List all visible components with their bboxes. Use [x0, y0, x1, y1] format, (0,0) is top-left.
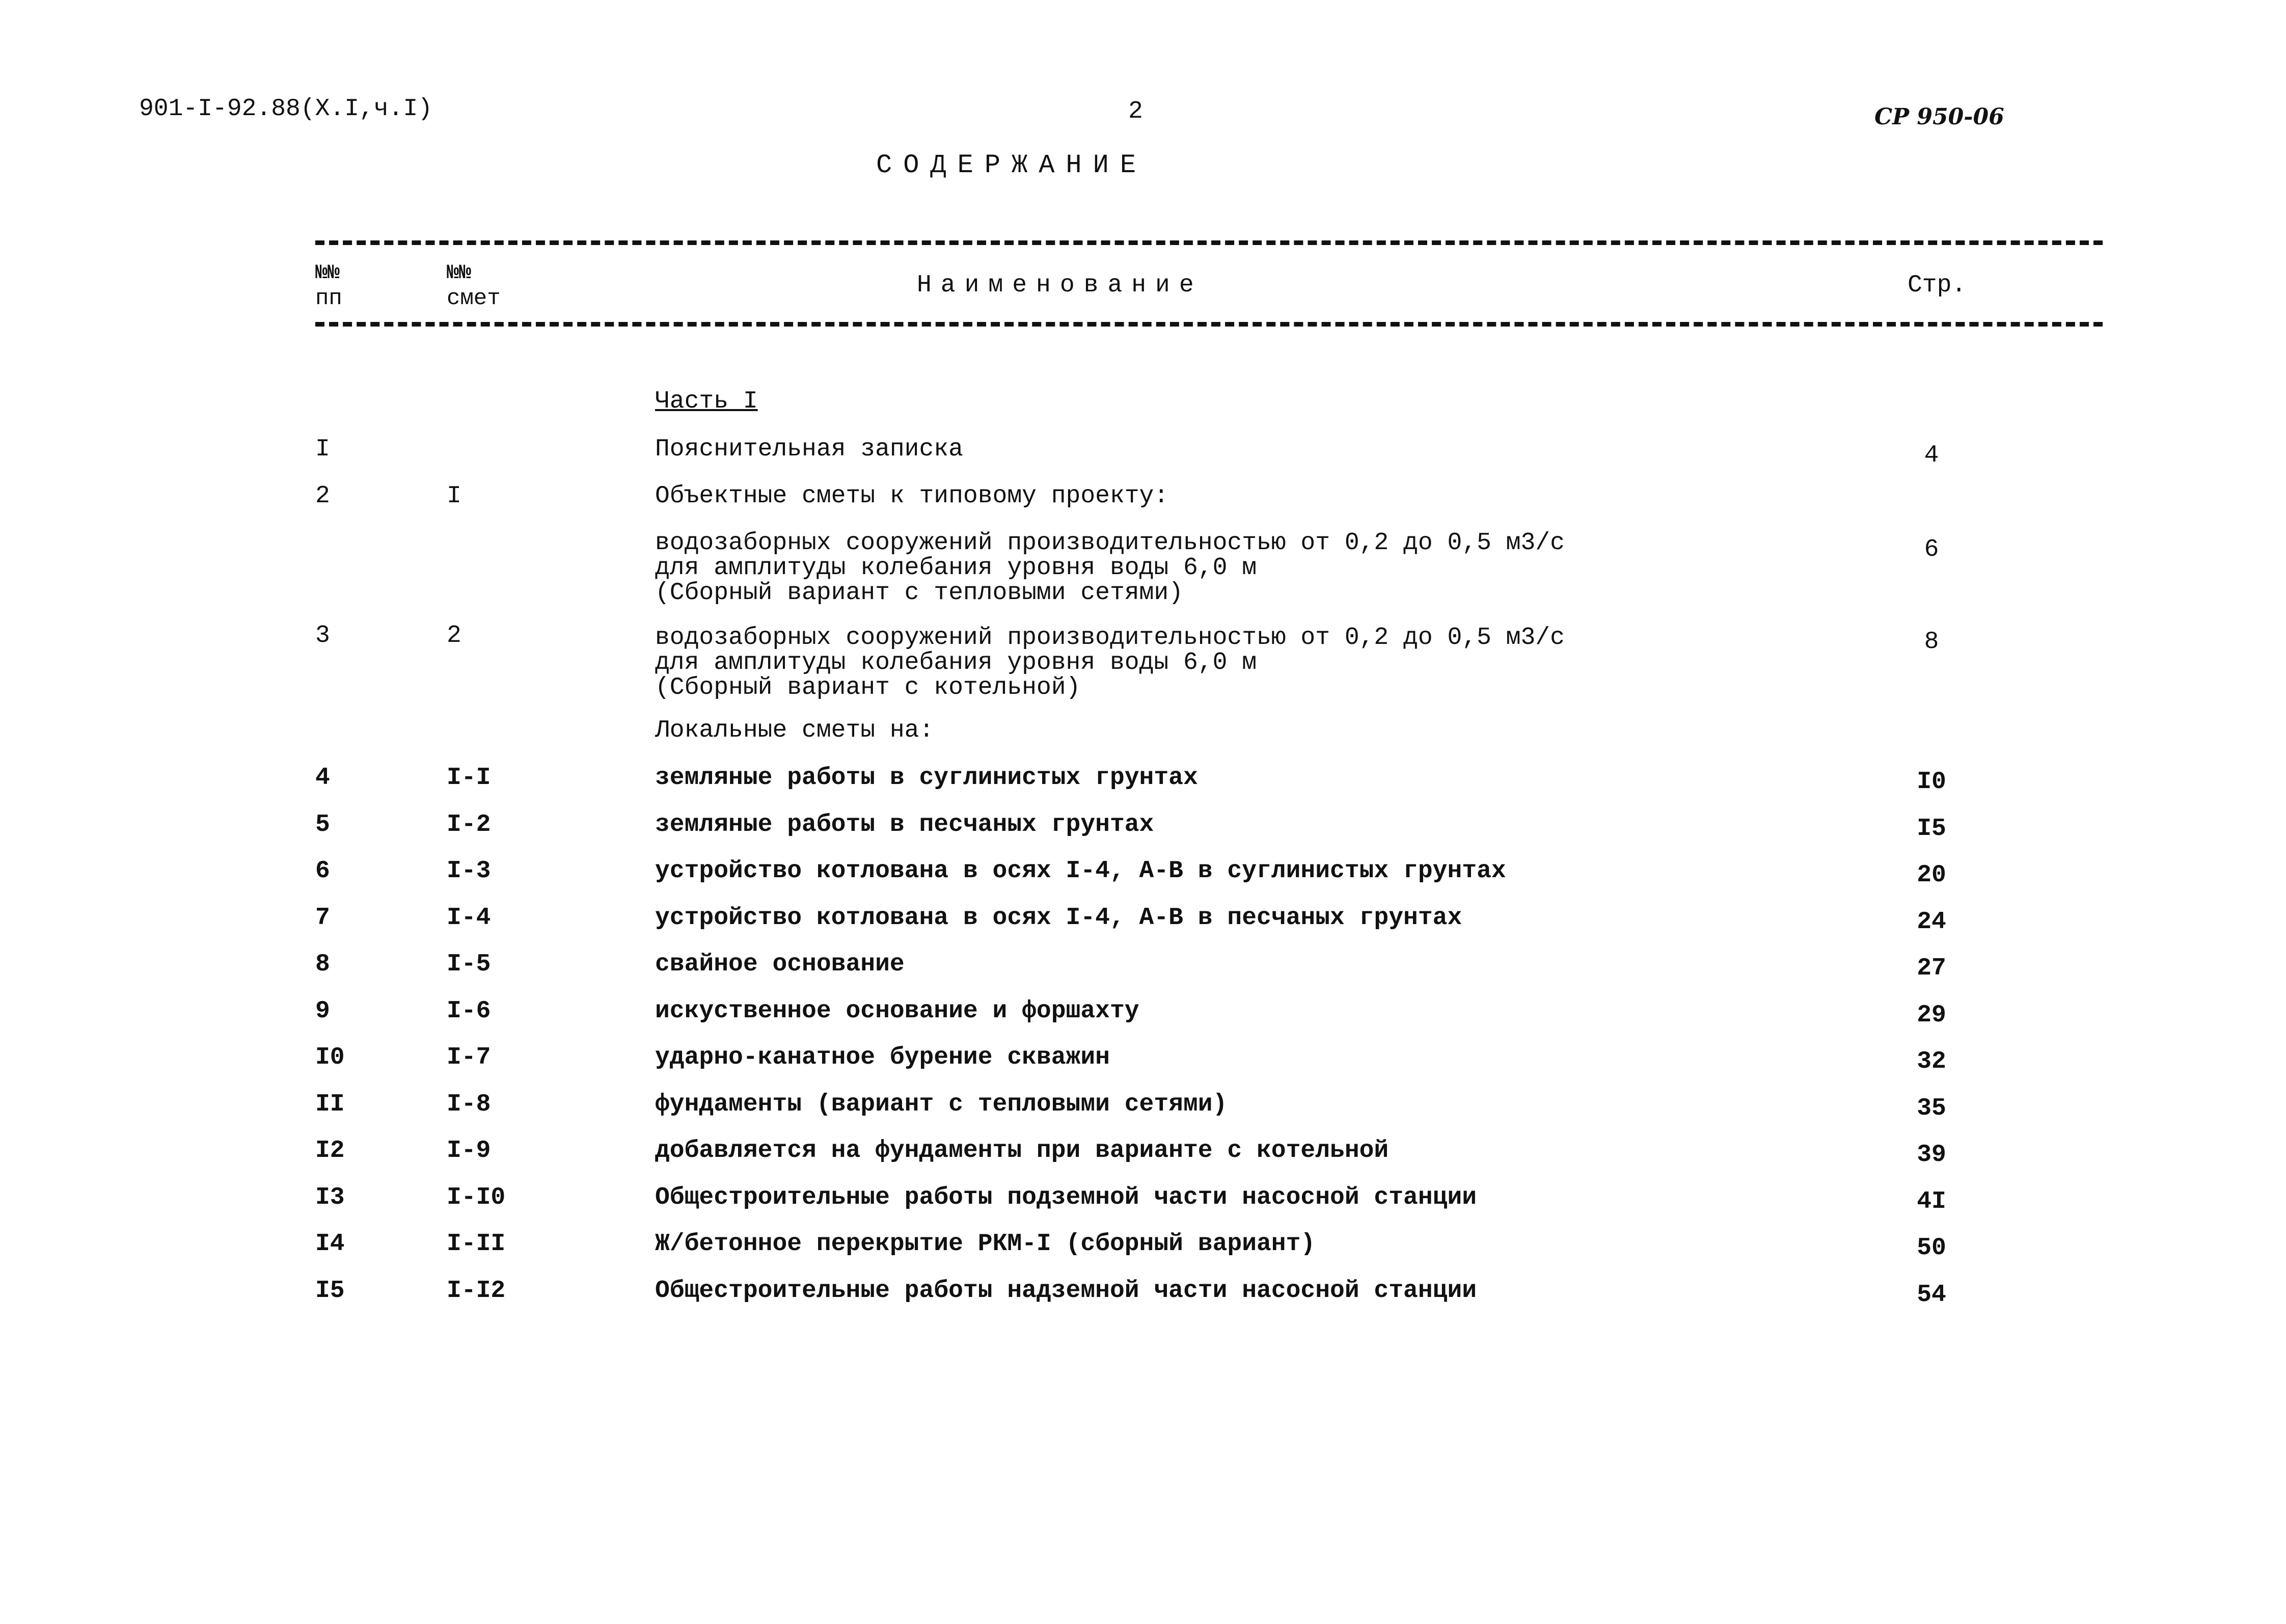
- row-estimate: I-I: [447, 764, 491, 792]
- row-title: водозаборных сооружений производительностью от 0,2 до 0,5 м3/с для амплитуды колебания уровня воды 6,0 м (Сборный вариант с котельной): [655, 624, 1565, 701]
- row-estimate: 2: [447, 622, 461, 649]
- row-page: 4I: [1917, 1187, 1946, 1215]
- row-estimate: I-I2: [447, 1277, 506, 1305]
- page-title: СОДЕРЖАНИЕ: [876, 150, 1148, 180]
- row-number: 7: [315, 904, 330, 932]
- row-title: свайное основание: [655, 951, 905, 978]
- document-code: 901-I-92.88(X.I,ч.I): [139, 95, 433, 123]
- row-estimate: I-2: [447, 810, 491, 838]
- row-title: земляные работы в суглинистых грунтах: [655, 764, 1198, 792]
- row-page: 4: [1924, 442, 1939, 469]
- col-num-line2: пп: [315, 286, 342, 311]
- row-page: 39: [1917, 1141, 1946, 1169]
- row-number: 6: [315, 857, 330, 885]
- row-number: 9: [315, 997, 330, 1025]
- row-title: фундаменты (вариант с тепловыми сетями): [655, 1090, 1228, 1118]
- col-num-line1: №№: [315, 262, 340, 285]
- row-page: 35: [1917, 1094, 1946, 1122]
- row-estimate: I-8: [447, 1090, 491, 1118]
- col-name-header: Наименование: [917, 272, 1203, 299]
- row-title: водозаборных сооружений производительностью от 0,2 до 0,5 м3/с для амплитуды колебания уровня воды 6,0 м (Сборный вариант с тепловыми сетями): [655, 529, 1565, 607]
- row-title: Общестроительные работы надземной части насосной станции: [655, 1277, 1477, 1305]
- row-number: 5: [315, 810, 330, 838]
- row-number: I0: [315, 1044, 345, 1071]
- row-page: 24: [1917, 908, 1946, 936]
- row-title: устройство котлована в осях I-4, А-В в суглинистых грунтах: [655, 857, 1506, 885]
- row-title: Общестроительные работы подземной части насосной станции: [655, 1183, 1477, 1211]
- row-page: 29: [1917, 1001, 1946, 1029]
- row-title: земляные работы в песчаных грунтах: [655, 810, 1154, 838]
- row-page: 32: [1917, 1048, 1946, 1075]
- row-title: устройство котлована в осях I-4, А-В в песчаных грунтах: [655, 904, 1462, 932]
- row-estimate: I-4: [447, 904, 491, 932]
- row-title: ударно-канатное бурение скважин: [655, 1044, 1110, 1071]
- row-estimate: I-7: [447, 1044, 491, 1071]
- row-page: 8: [1924, 628, 1939, 656]
- row-number: I2: [315, 1137, 345, 1165]
- row-estimate: I-II: [447, 1230, 506, 1258]
- page-number: 2: [1128, 98, 1143, 125]
- row-page: 20: [1917, 861, 1946, 889]
- row-number: I4: [315, 1230, 345, 1258]
- handwritten-stamp: СР 950-06: [1874, 104, 2004, 130]
- part-heading: Часть I: [655, 388, 758, 415]
- row-page: I0: [1917, 768, 1946, 796]
- row-estimate: I-9: [447, 1137, 491, 1165]
- col-est-line1: №№: [447, 262, 472, 285]
- row-number: 4: [315, 764, 330, 792]
- row-estimate: I: [447, 482, 461, 510]
- row-page: 6: [1924, 536, 1939, 563]
- row-number: I: [315, 436, 330, 463]
- row-title: добавляется на фундаменты при варианте с котельной: [655, 1137, 1389, 1165]
- row-number: II: [315, 1090, 345, 1118]
- row-title: искуственное основание и форшахту: [655, 997, 1139, 1025]
- local-heading: Локальные сметы на:: [655, 717, 934, 744]
- row-number: 3: [315, 622, 330, 649]
- row-number: 8: [315, 951, 330, 978]
- row-estimate: I-6: [447, 997, 491, 1025]
- row-estimate: I-3: [447, 857, 491, 885]
- col-page-header: Стр.: [1908, 272, 1967, 299]
- row-page: 50: [1917, 1234, 1946, 1262]
- objects-heading: Объектные сметы к типовому проекту:: [655, 482, 1169, 510]
- row-page: 54: [1917, 1281, 1946, 1309]
- divider-bottom: [315, 322, 2103, 327]
- row-number: 2: [315, 482, 330, 510]
- divider-top: [315, 240, 2103, 245]
- row-number: I5: [315, 1277, 345, 1305]
- row-page: 27: [1917, 955, 1946, 982]
- col-est-line2: смет: [447, 286, 501, 311]
- row-estimate: I-I0: [447, 1183, 506, 1211]
- row-page: I5: [1917, 815, 1946, 843]
- row-title: Пояснительная записка: [655, 436, 963, 463]
- row-number: I3: [315, 1183, 345, 1211]
- row-estimate: I-5: [447, 951, 491, 978]
- row-title: Ж/бетонное перекрытие РКМ-I (сборный вариант): [655, 1230, 1316, 1258]
